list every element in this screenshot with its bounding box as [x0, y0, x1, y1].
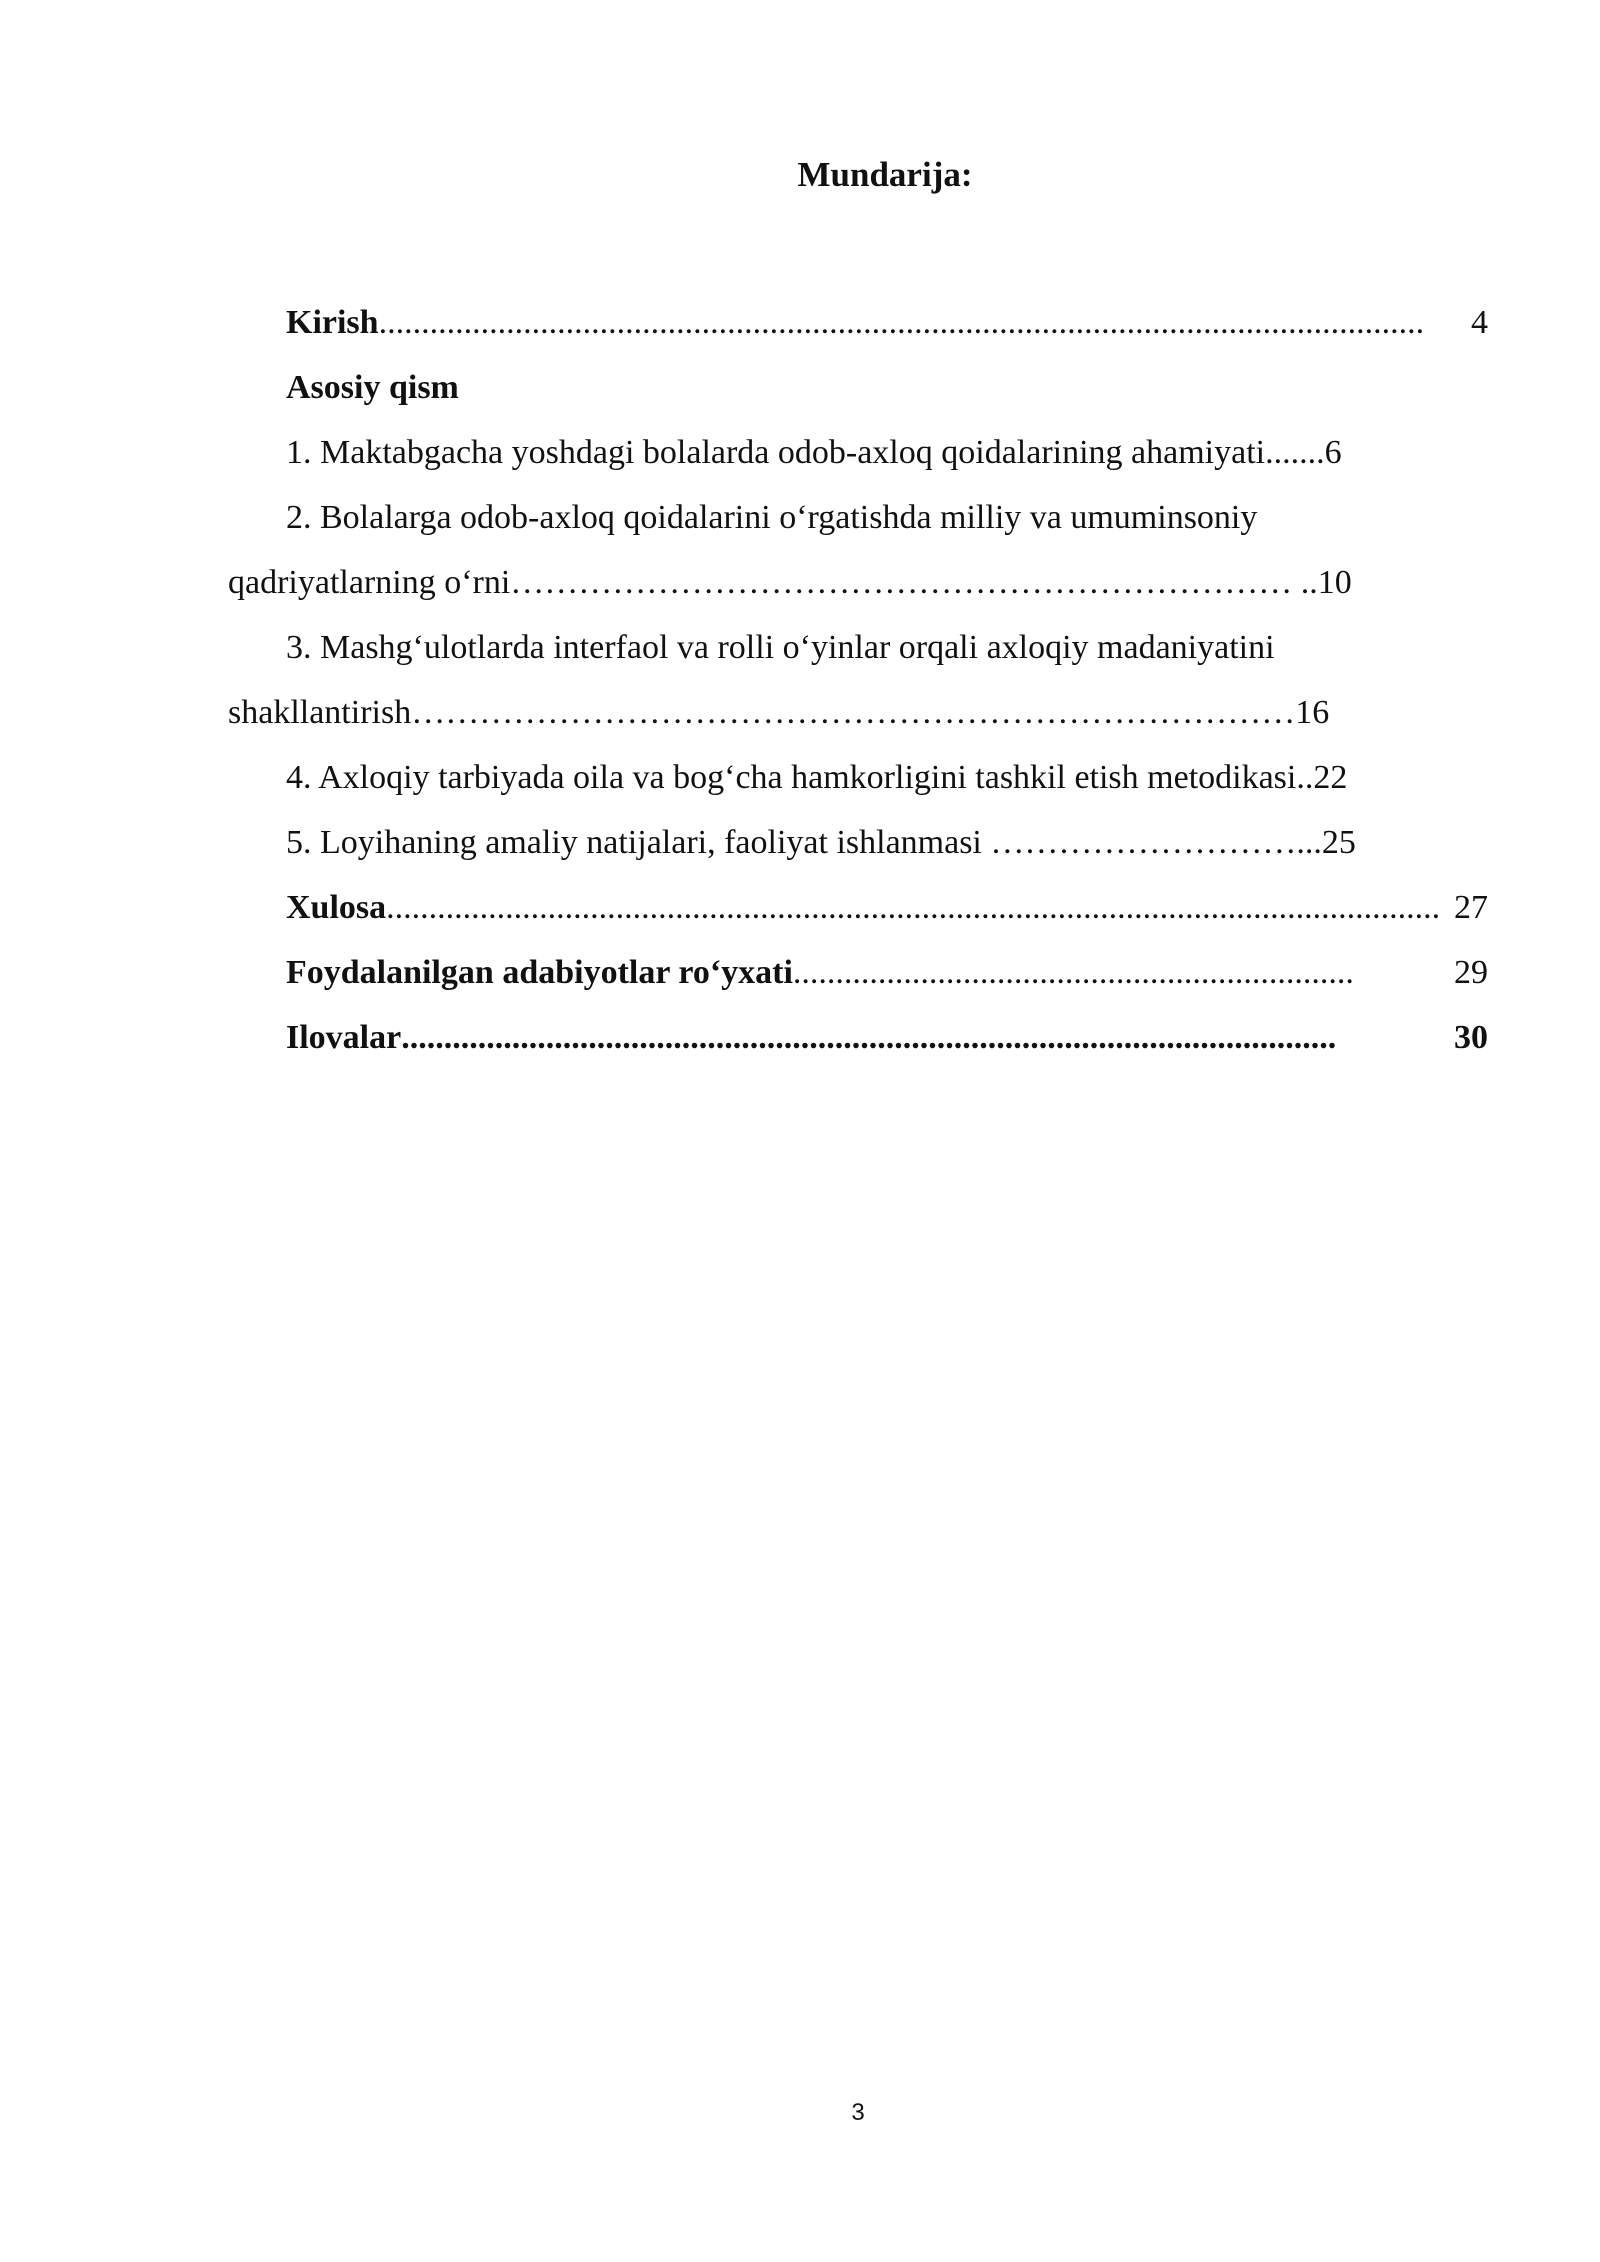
toc-entry-ilovalar[interactable]	[228, 1005, 1488, 1070]
toc-entry-2-line1[interactable]: 2. Bolalarga odob-axloq qoidalarini o‘rgatishda milliy va umuminsoniy	[286, 499, 1258, 536]
toc-page-number: 29	[1454, 954, 1488, 991]
toc-leader-dots: ............................................................................................................................	[386, 889, 1441, 926]
table-of-contents	[228, 290, 1488, 1070]
toc-leader-dots: ..............................................................................................................	[401, 1019, 1337, 1056]
toc-leader-dots: ...........................................................................................................................	[378, 304, 1425, 341]
toc-entry-kirish[interactable]	[228, 290, 1488, 355]
toc-entry-label: Ilovalar	[286, 1019, 402, 1056]
footer-page-number: 3	[851, 2099, 865, 2126]
toc-entry-xulosa[interactable]	[228, 875, 1488, 940]
toc-page-number: 30	[1454, 1019, 1488, 1056]
toc-entry-2-line2[interactable]: qadriyatlarning o‘rni…………………………………………………………… ..10	[228, 564, 1352, 601]
toc-entry-label: Xulosa	[286, 889, 387, 926]
toc-entry-label: Foydalanilgan adabiyotlar ro‘yxati	[286, 954, 793, 991]
toc-section-heading: Asosiy qism	[286, 369, 459, 406]
toc-entry-5[interactable]: 5. Loyihaning amaliy natijalari, faoliyat ishlanmasi ………………………...25	[286, 824, 1356, 861]
toc-entry-1[interactable]: 1. Maktabgacha yoshdagi bolalarda odob-axloq qoidalarining ahamiyati.......6	[286, 434, 1342, 471]
toc-entry-adabiyotlar[interactable]	[228, 940, 1488, 1005]
toc-page-number: 4	[1471, 304, 1488, 341]
toc-leader-dots: ..................................................................	[792, 954, 1354, 991]
toc-entry-4[interactable]: 4. Axloqiy tarbiyada oila va bog‘cha hamkorligini tashkil etish metodikasi..22	[286, 759, 1348, 796]
toc-entry-3-line1[interactable]: 3. Mashg‘ulotlarda interfaol va rolli o‘yinlar orqali axloqiy madaniyatini	[286, 629, 1275, 666]
page-title: Mundarija:	[797, 155, 973, 194]
toc-entry-3-line2[interactable]: shakllantirish……………………………………………………………………16	[228, 694, 1330, 731]
toc-page-number: 27	[1454, 889, 1488, 926]
toc-entry-label: Kirish	[286, 304, 379, 341]
